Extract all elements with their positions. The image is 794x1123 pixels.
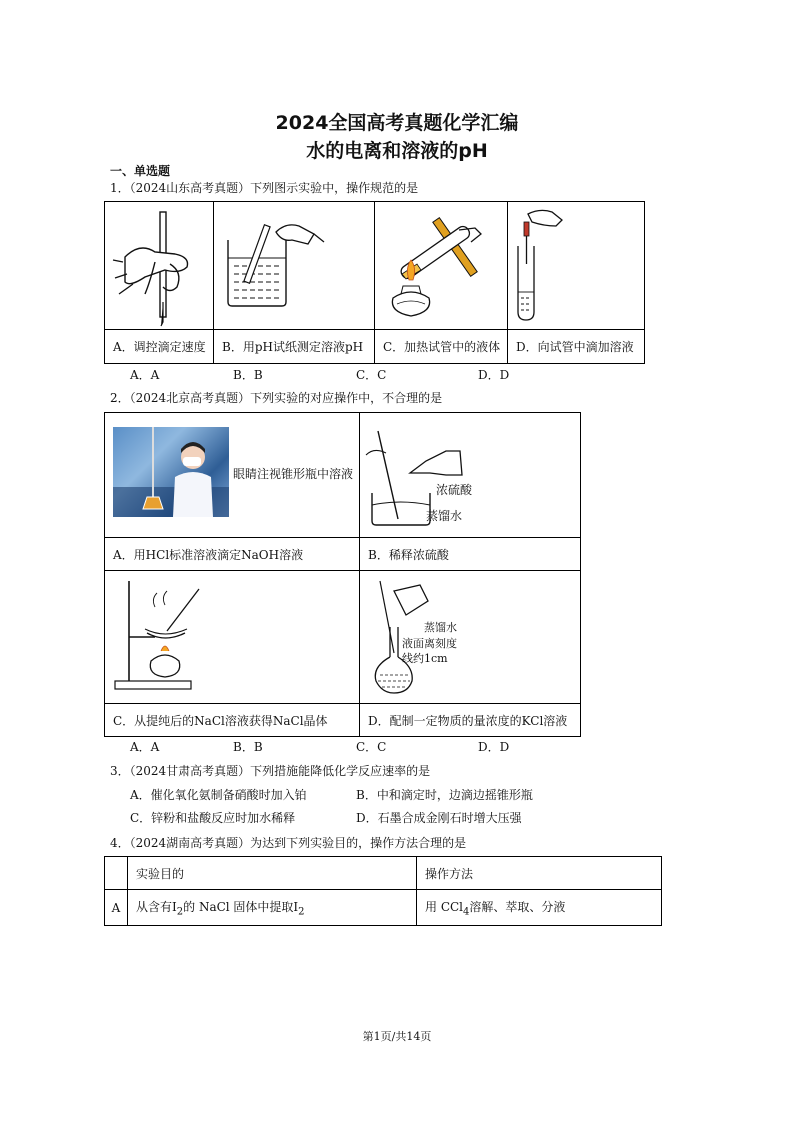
q2-image-c xyxy=(105,571,360,704)
q2-caption-d: D．配制一定物质的量浓度的KCl溶液 xyxy=(360,704,581,737)
q1-caption-c: C．加热试管中的液体 xyxy=(375,330,508,364)
q2-image-b-label2: 蒸馏水 xyxy=(426,509,463,523)
evaporating-dish-icon xyxy=(105,571,359,703)
burette-hand-icon xyxy=(105,202,213,329)
volumetric-flask-icon xyxy=(360,571,580,703)
dilute-sulfuric-acid-icon xyxy=(360,413,580,537)
q4-header-method: 操作方法 xyxy=(417,857,662,890)
q2-caption-a: A．用HCl标准溶液滴定NaOH溶液 xyxy=(105,538,360,571)
q2-option-a[interactable]: A．A xyxy=(130,740,160,754)
beaker-ph-paper-icon xyxy=(214,202,374,329)
document-subtitle: 水的电离和溶液的pH xyxy=(306,140,488,162)
q2-option-c[interactable]: C．C xyxy=(356,740,387,754)
q1-caption-b: B．用pH试纸测定溶液pH xyxy=(214,330,375,364)
q2-caption-b: B．稀释浓硫酸 xyxy=(360,538,581,571)
heating-test-tube-icon xyxy=(375,202,507,329)
q2-option-b[interactable]: B．B xyxy=(233,740,263,754)
section-heading: 一、单选题 xyxy=(110,164,171,178)
q3-option-d[interactable]: D．石墨合成金刚石时增大压强 xyxy=(356,811,522,825)
document-title: 2024全国高考真题化学汇编 xyxy=(275,112,519,134)
q2-image-d xyxy=(360,571,581,704)
q1-option-b[interactable]: B．B xyxy=(233,368,263,382)
q4-stem: 4．（2024湖南高考真题）为达到下列实验目的，操作方法合理的是 xyxy=(110,836,467,850)
q3-option-c[interactable]: C．锌粉和盐酸反应时加水稀释 xyxy=(130,811,296,825)
q3-stem: 3．（2024甘肃高考真题）下列措施能降低化学反应速率的是 xyxy=(110,764,431,778)
q1-caption-a: A．调控滴定速度 xyxy=(105,330,214,364)
q2-image-d-label1: 蒸馏水 xyxy=(424,621,457,634)
page-footer: 第1页/共14页 xyxy=(362,1030,432,1043)
q2-image-b xyxy=(360,413,581,538)
q1-image-c xyxy=(375,202,508,330)
q4-table xyxy=(104,856,662,926)
q4-row-a-goal: 从含有$I_2$的 NaCl 固体中提取$I_2$ xyxy=(128,890,417,926)
q2-option-d[interactable]: D．D xyxy=(478,740,510,754)
q2-image-b-label1: 浓硫酸 xyxy=(436,483,473,497)
lab-worker-image xyxy=(113,427,229,517)
q4-row-a-method: 用 CCl$_4$溶解、萃取、分液 xyxy=(417,890,662,926)
q4-header-goal: 实验目的 xyxy=(128,857,417,890)
q1-option-a[interactable]: A．A xyxy=(130,368,160,382)
q1-option-c[interactable]: C．C xyxy=(356,368,387,382)
q2-image-a-label: 眼睛注视锥形瓶中溶液 xyxy=(233,467,354,481)
q2-caption-c: C．从提纯后的NaCl溶液获得NaCl晶体 xyxy=(105,704,360,737)
q1-table xyxy=(104,201,645,364)
titration-photo xyxy=(113,427,229,517)
q2-image-d-label3: 线约1cm xyxy=(402,652,448,665)
dropper-test-tube-icon xyxy=(508,202,644,329)
q1-image-a xyxy=(105,202,214,330)
q1-image-d xyxy=(508,202,645,330)
q1-option-d[interactable]: D．D xyxy=(478,368,510,382)
q1-stem: 1．（2024山东高考真题）下列图示实验中，操作规范的是 xyxy=(110,181,419,195)
q1-caption-d: D．向试管中滴加溶液 xyxy=(508,330,645,364)
q2-image-d-label2: 液面离刻度 xyxy=(402,637,457,650)
q1-image-b xyxy=(214,202,375,330)
q3-option-b[interactable]: B．中和滴定时，边滴边摇锥形瓶 xyxy=(356,788,533,802)
q4-header-blank xyxy=(105,857,128,890)
q2-stem: 2．（2024北京高考真题）下列实验的对应操作中，不合理的是 xyxy=(110,391,443,405)
q4-row-a-label: A xyxy=(105,890,128,926)
q2-table xyxy=(104,412,581,737)
q3-option-a[interactable]: A．催化氧化氨制备硝酸时加入铂 xyxy=(130,788,307,802)
q2-image-a xyxy=(105,413,360,538)
